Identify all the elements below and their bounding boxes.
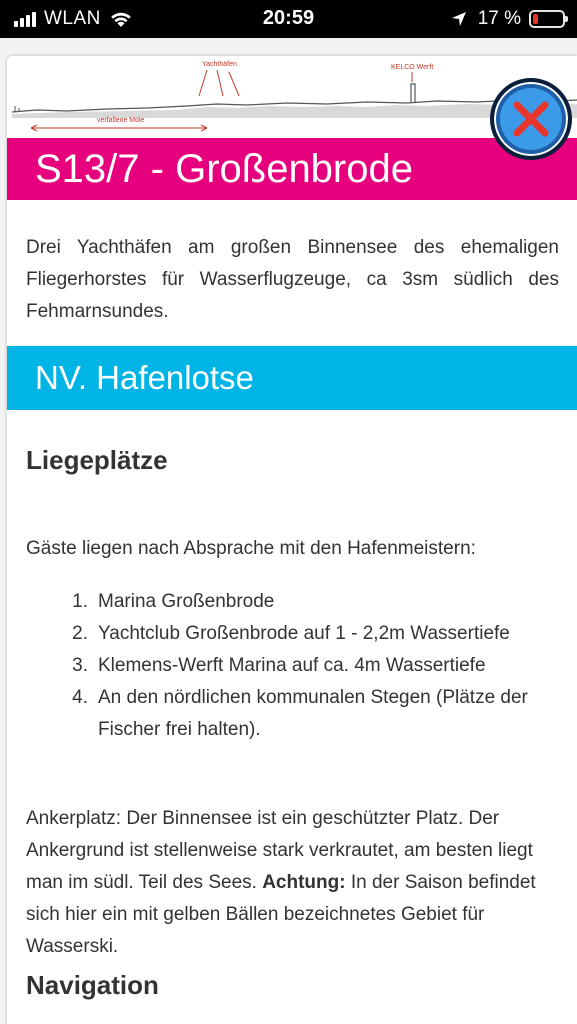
status-right	[450, 8, 565, 30]
navigation-heading: Navigation	[26, 970, 159, 1000]
section-header: NV. Hafenlotse	[7, 346, 577, 410]
location-arrow-icon	[450, 10, 468, 28]
close-button[interactable]	[490, 78, 572, 160]
close-x-icon	[511, 99, 551, 139]
berths-list	[26, 586, 559, 746]
list-item: 2. Yachtclub Großenbrode auf 1 - 2,2m Wassertiefe	[72, 623, 510, 644]
list-item: 4. An den nördlichen kommunalen Stegen (Plätze der Fischer frei halten).	[72, 687, 528, 740]
list-item: 3. Klemens-Werft Marina auf ca. 4m Wassertiefe	[72, 655, 486, 676]
anchor-text: Ankerplatz: Der Binnensee ist ein geschützter Platz. Der Ankergrund ist stellenweise stark verkrautet, am besten liegt man im südl. Teil des Sees. Achtung: In der Saison befindet sich hier ein mit gelben Bällen bezeichnetes Gebiet für Wasserski.	[26, 808, 536, 957]
battery-percent: 17 %	[477, 8, 521, 29]
content-sheet	[7, 56, 577, 1024]
page-title: S13/7 - Großenbrode	[7, 138, 577, 200]
warning-label: Achtung:	[262, 872, 346, 893]
carrier-label: WLAN	[44, 8, 101, 29]
list-item: 1. Marina Großenbrode	[72, 591, 275, 612]
intro-text: Drei Yachthäfen am großen Binnensee des ehemaligen Fliegerhorstes für Wasserflugzeuge, ca 3sm südlich des Fehmarnsundes.	[26, 237, 559, 322]
panorama-label-harbors: Yachthäfen	[202, 61, 237, 68]
guests-text: Gäste liegen nach Absprache mit den Hafenmeistern:	[26, 538, 476, 559]
panorama-label-mole: verfallene Mole	[97, 117, 145, 124]
status-time: 20:59	[262, 7, 315, 29]
panorama-label-werft: KELCO Werft	[391, 64, 434, 71]
berths-heading: Liegeplätze	[26, 445, 168, 475]
page-background	[0, 38, 577, 1024]
battery-icon	[529, 10, 565, 28]
status-bar	[0, 0, 577, 38]
battery-fill	[533, 14, 538, 24]
